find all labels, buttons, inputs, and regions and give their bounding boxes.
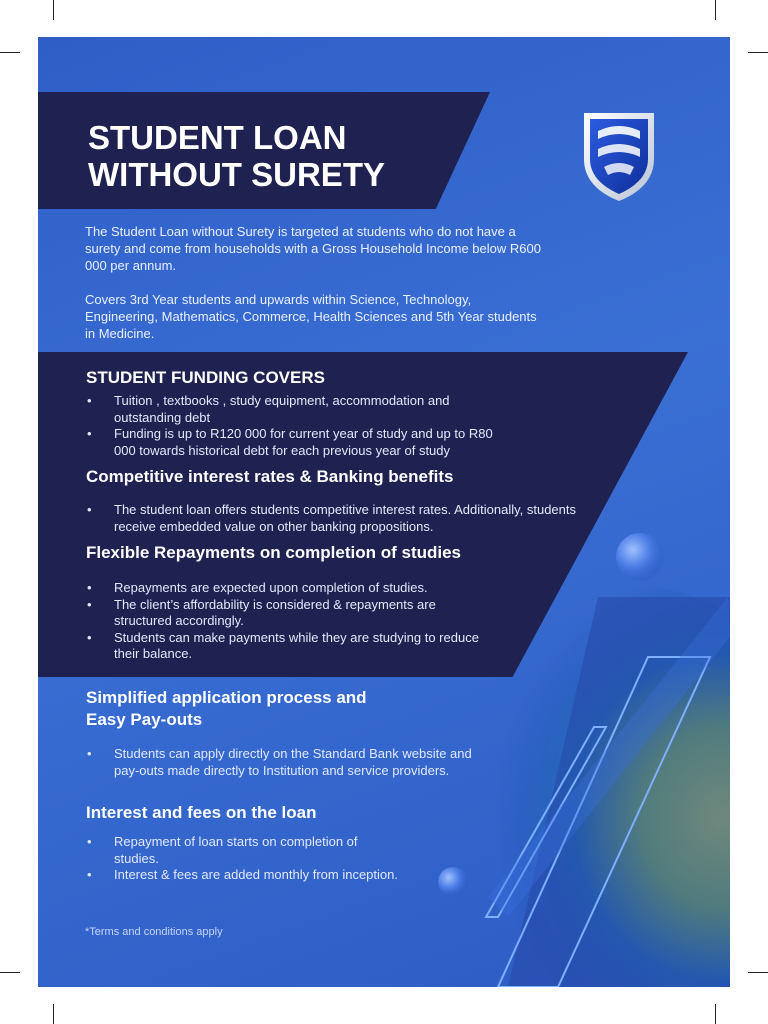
- section-title-funding: STUDENT FUNDING COVERS: [86, 368, 325, 387]
- application-list: [85, 746, 495, 779]
- crop-mark: [0, 972, 20, 973]
- title-line-1: STUDENT LOAN: [88, 119, 347, 156]
- fees-list: [85, 834, 405, 884]
- standard-bank-shield-icon: [578, 109, 660, 203]
- crop-mark: [53, 1004, 54, 1024]
- crop-mark: [715, 0, 716, 20]
- page-title: [88, 119, 458, 193]
- crop-mark: [0, 52, 20, 53]
- list-item: • The client’s affordability is considered & repayments are structured accordingly.: [85, 597, 485, 630]
- section-title-fees: Interest and fees on the loan: [86, 803, 317, 822]
- crop-mark: [53, 0, 54, 20]
- crop-mark: [748, 52, 768, 53]
- intro-paragraph: Covers 3rd Year students and upwards within Science, Technology, Engineering, Mathematics, Commerce, Health Sciences and 5th Year students in Medicine.: [85, 292, 537, 341]
- list-item: • Repayments are expected upon completion of studies.: [85, 580, 485, 597]
- intro-paragraph: The Student Loan without Surety is targeted at students who do not have a surety and come from households with a Gross Household Income below R600 000 per annum.: [85, 224, 541, 273]
- section-title-application-line-2: Easy Pay-outs: [86, 710, 203, 729]
- section-title-repayments: Flexible Repayments on completion of studies: [86, 543, 462, 562]
- flyer: [38, 37, 730, 987]
- crop-mark: [715, 1004, 716, 1024]
- title-line-2: WITHOUT SURETY: [88, 156, 385, 193]
- funding-list: [85, 393, 515, 459]
- list-item: • Students can make payments while they are studying to reduce their balance.: [85, 630, 485, 663]
- terms-note: *Terms and conditions apply: [85, 926, 223, 938]
- list-item: • Repayment of loan starts on completion of studies.: [85, 834, 405, 867]
- list-item: • Funding is up to R120 000 for current year of study and up to R80 000 towards historical debt for each previous year of study: [85, 426, 515, 459]
- section-title-interest: Competitive interest rates & Banking benefits: [86, 467, 454, 486]
- list-item: • Students can apply directly on the Standard Bank website and pay-outs made directly to Institution and service providers.: [85, 746, 495, 779]
- list-item: • The student loan offers students competitive interest rates. Additionally, students receive embedded value on other banking propositions.: [85, 502, 585, 535]
- interest-list: [85, 502, 585, 535]
- section-title-application: [86, 687, 367, 731]
- section-title-application-line-1: Simplified application process and: [86, 688, 367, 707]
- list-item: • Interest & fees are added monthly from inception.: [85, 867, 405, 884]
- list-item: • Tuition , textbooks , study equipment, accommodation and outstanding debt: [85, 393, 515, 426]
- repayments-list: [85, 580, 485, 663]
- crop-mark: [748, 972, 768, 973]
